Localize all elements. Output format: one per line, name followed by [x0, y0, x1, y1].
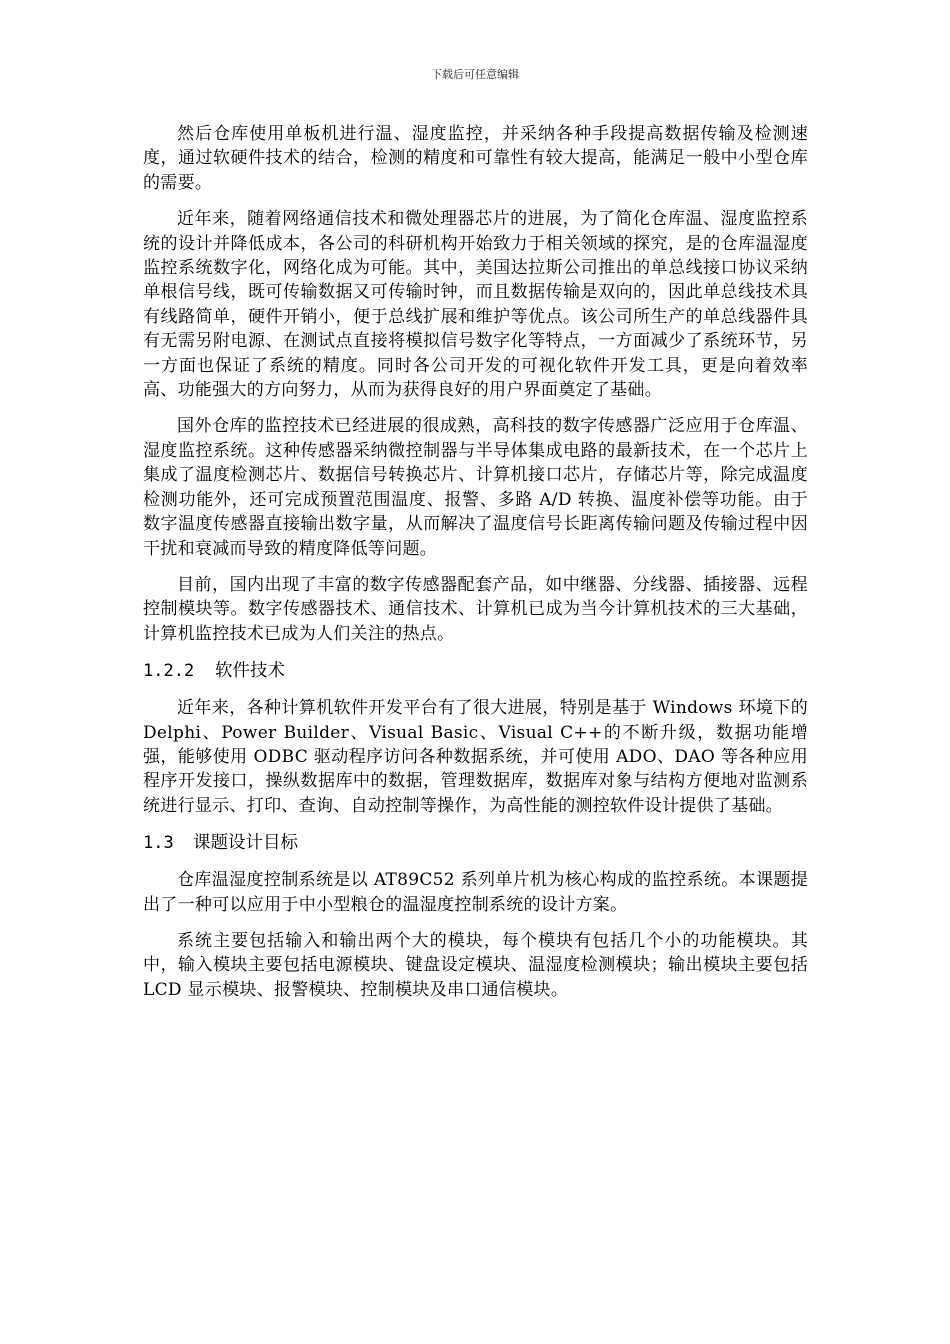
paragraph-foreign-technology: 国外仓库的监控技术已经进展的很成熟，高科技的数字传感器广泛应用于仓库温、湿度监控系统。这种传感器采纳微控制器与半导体集成电路的最新技术，在一个芯片上集成了温度检测芯片、数据信号转换芯片、计算机接口芯片，存储芯片等，除完成温度检测功能外，还可完成预置范围温度、报警、多路 A/D 转换、温度补偿等功能。由于数字温度传感器直接输出数字量，从而解决了温度信号长距离传输问题及传输过程中因干扰和衰减而导致的精度降低等问题。 [143, 416, 808, 559]
section-number: 1.2.2 [143, 661, 195, 682]
section-number: 1.3 [143, 833, 174, 854]
paragraph-warehouse-monitoring: 然后仓库使用单板机进行温、湿度监控，并采纳各种手段提高数据传输及检测速度，通过软硬件技术的结合，检测的精度和可靠性有较大提高，能满足一般中小型仓库的需要。 [143, 124, 808, 193]
section-title: 课题设计目标 [193, 833, 298, 854]
section-heading-design-goal [143, 830, 808, 856]
paragraph-recent-development: 近年来，随着网络通信技术和微处理器芯片的进展，为了简化仓库温、湿度监控系统的设计并降低成本，各公司的科研机构开始致力于相关领域的探究，是的仓库温湿度监控系统数字化，网络化成为可能。其中，美国达拉斯公司推出的单总线接口协议采纳单根信号线，既可传输数据又可传输时钟，而且数据传输是双向的，因此单总线技术具有线路简单，硬件开销小，便于总线扩展和维护等优点。该公司所生产的单总线器件具有无需另附电源、在测试点直接将模拟信号数字化等特点，一方面减少了系统环节，另一方面也保证了系统的精度。同时各公司开发的可视化软件开发工具，更是向着效率高、功能强大的方向努力，从而为获得良好的用户界面奠定了基础。 [143, 209, 808, 401]
paragraph-system-overview: 仓库温湿度控制系统是以 AT89C52 系列单片机为核心构成的监控系统。本课题提出了一种可以应用于中小型粮仓的温湿度控制系统的设计方案。 [143, 870, 808, 915]
document-body [143, 122, 808, 1014]
section-title: 软件技术 [215, 661, 285, 682]
paragraph-software-platforms: 近年来，各种计算机软件开发平台有了很大进展，特别是基于 Windows 环境下的 Delphi、Power Builder、Visual Basic、Visual C++的不断升级，数据功能增强，能够使用 ODBC 驱动程序访问各种数据系统，并可使用 ADO、DAO 等各种应用程序开发接口，操纵数据库中的数据，管理数据库，数据库对象与结构方便地对监测系统进行显示、打印、查询、自动控制等操作，为高性能的测控软件设计提供了基础。 [143, 698, 808, 816]
section-heading-software [143, 658, 808, 684]
paragraph-domestic-products: 目前，国内出现了丰富的数字传感器配套产品，如中继器、分线器、插接器、远程控制模块等。数字传感器技术、通信技术、计算机已成为当今计算机技术的三大基础，计算机监控技术已成为人们关注的热点。 [143, 574, 808, 644]
paragraph-system-modules: 系统主要包括输入和输出两个大的模块，每个模块有包括几个小的功能模块。其中，输入模块主要包括电源模块、键盘设定模块、温湿度检测模块；输出模块主要包括 LCD 显示模块、报警模块、控制模块及串口通信模块。 [143, 930, 808, 1000]
page-header: 下载后可任意编辑 [431, 68, 519, 81]
